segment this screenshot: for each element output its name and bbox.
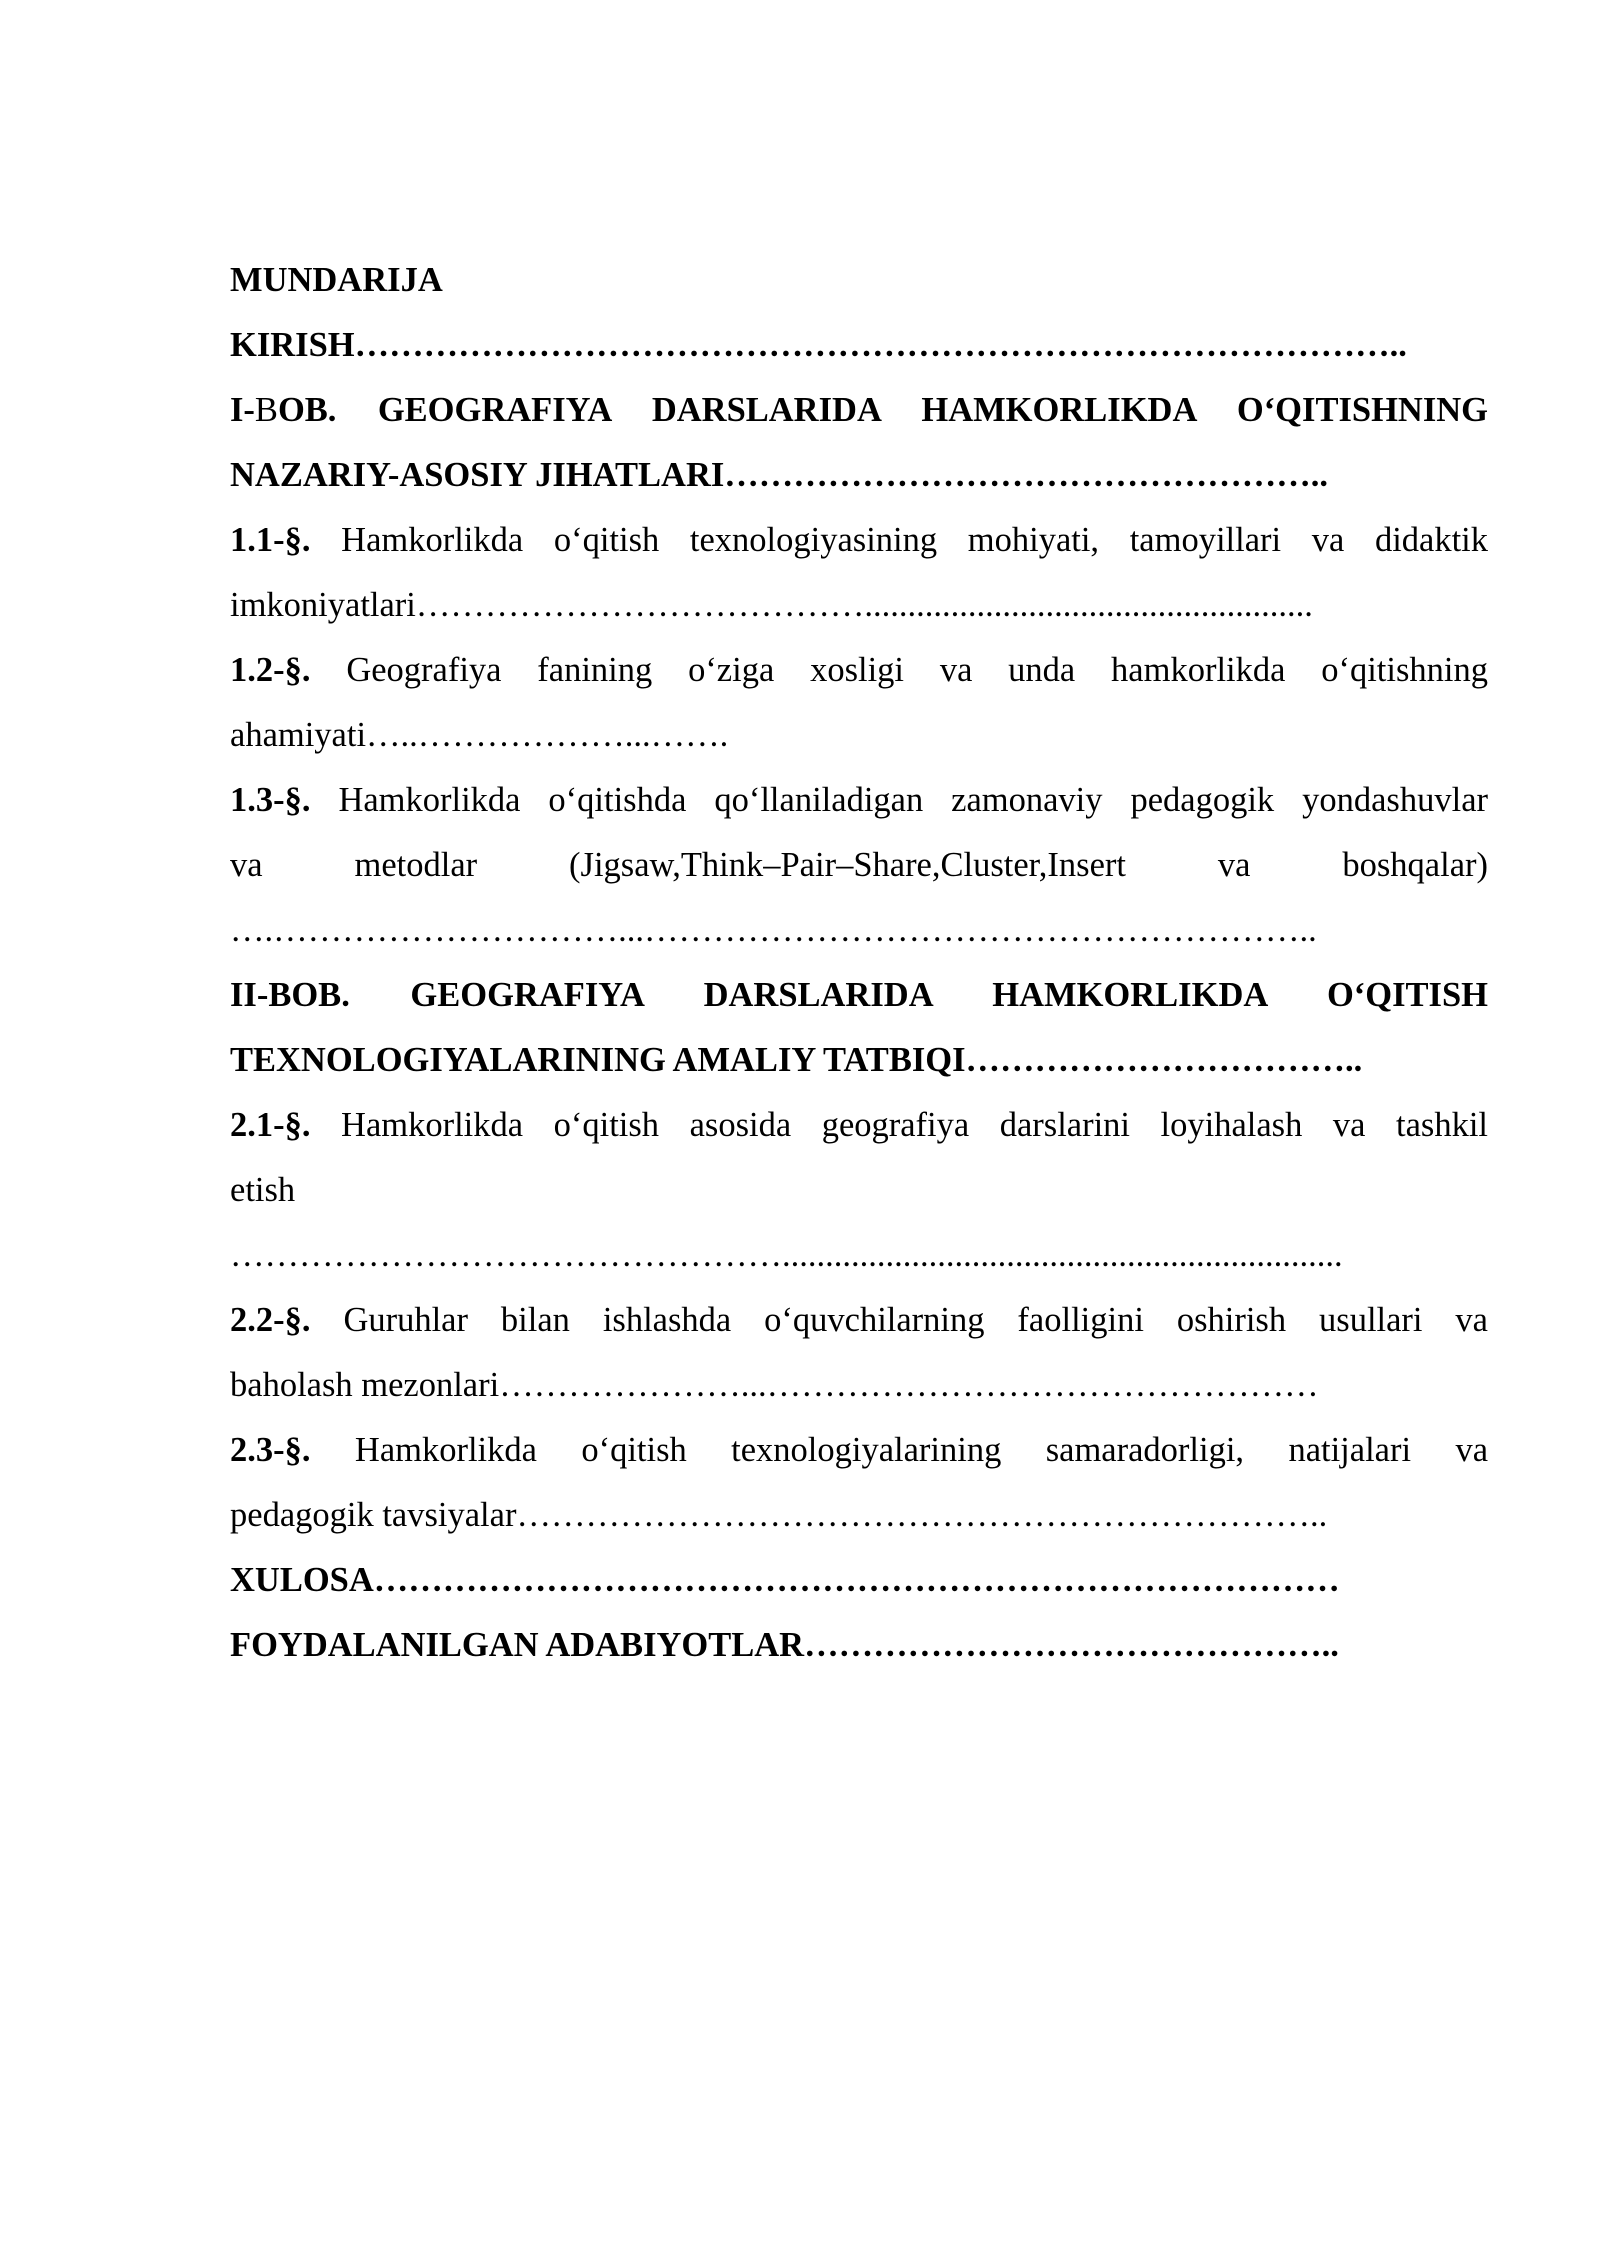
toc-heading: MUNDARIJA [230, 261, 443, 299]
toc-section-2-1-leader: …………………………………………................................................................. [230, 1236, 1343, 1274]
toc-chapter-2-title: II-BOB. GEOGRAFIYA DARSLARIDA HAMKORLIKDA O‘QITISH [230, 976, 1488, 1014]
toc-section-1-1 [230, 508, 1488, 573]
toc-section-2-2-cont: baholash mezonlari…………………...………………………………………… [230, 1366, 1319, 1404]
toc-section-2-3 [230, 1418, 1488, 1483]
toc-section-1-3-cont: va metodlar (Jigsaw,Think–Pair–Share,Cluster,Insert va boshqalar) [230, 846, 1488, 884]
section-title: Hamkorlikda o‘qitish asosida geografiya darslarini loyihalash va tashkil [341, 1106, 1488, 1144]
toc-chapter-1-title-cont: NAZARIY-ASOSIY JIHATLARI…………………………………………….. [230, 456, 1329, 494]
toc-entry-kirish: KIRISH……………………………………………………………………………….. [230, 326, 1407, 364]
toc-section-2-2 [230, 1288, 1488, 1353]
section-title: Hamkorlikda o‘qitish texnologiyalarining samaradorligi, natijalari va [354, 1431, 1488, 1469]
section-title: Geografiya fanining o‘ziga xosligi va unda hamkorlikda o‘qitishning [346, 651, 1488, 689]
section-title: Hamkorlikda o‘qitish texnologiyasining mohiyati, tamoyillari va didaktik [341, 521, 1488, 559]
toc-chapter-2-title-cont: TEXNOLOGIYALARINING AMALIY TATBIQI…………………………….. [230, 1041, 1363, 1079]
chapter-1-number: I- [230, 391, 255, 429]
chapter-1-title-text: OB. GEOGRAFIYA DARSLARIDA HAMKORLIKDA O‘QITISHNING [277, 391, 1488, 429]
toc-section-1-3 [230, 768, 1488, 833]
section-number: 1.2-§. [230, 651, 311, 689]
section-number: 2.1-§. [230, 1106, 311, 1144]
section-number: 2.3-§. [230, 1431, 311, 1469]
toc-section-2-3-cont: pedagogik tavsiyalar…………………………………………………………….. [230, 1496, 1328, 1534]
chapter-1-letter: B [254, 391, 278, 429]
toc-section-1-1-cont: imkoniyatlari………………………………….................................................... [230, 586, 1313, 624]
toc-entry-xulosa: XULOSA………………………………………………………………………… [230, 1561, 1340, 1599]
toc-section-2-1-cont: etish [230, 1171, 296, 1209]
toc-chapter-1-title [230, 378, 1488, 443]
section-title: Guruhlar bilan ishlashda o‘quvchilarning faolligini oshirish usullari va [343, 1301, 1488, 1339]
section-number: 1.1-§. [230, 521, 311, 559]
toc-section-1-2-cont: ahamiyati…..………………...……. [230, 716, 729, 754]
toc-section-2-1 [230, 1093, 1488, 1158]
toc-entry-adabiyotlar: FOYDALANILGAN ADABIYOTLAR……………………………………….. [230, 1626, 1339, 1664]
table-of-contents [230, 248, 1488, 1678]
toc-section-1-2 [230, 638, 1488, 703]
section-number: 1.3-§. [230, 781, 311, 819]
section-number: 2.2-§. [230, 1301, 311, 1339]
toc-section-1-3-leader: ….…………………………...………………………………………………….. [230, 911, 1317, 949]
section-title: Hamkorlikda o‘qitishda qo‘llaniladigan zamonaviy pedagogik yondashuvlar [338, 781, 1488, 819]
